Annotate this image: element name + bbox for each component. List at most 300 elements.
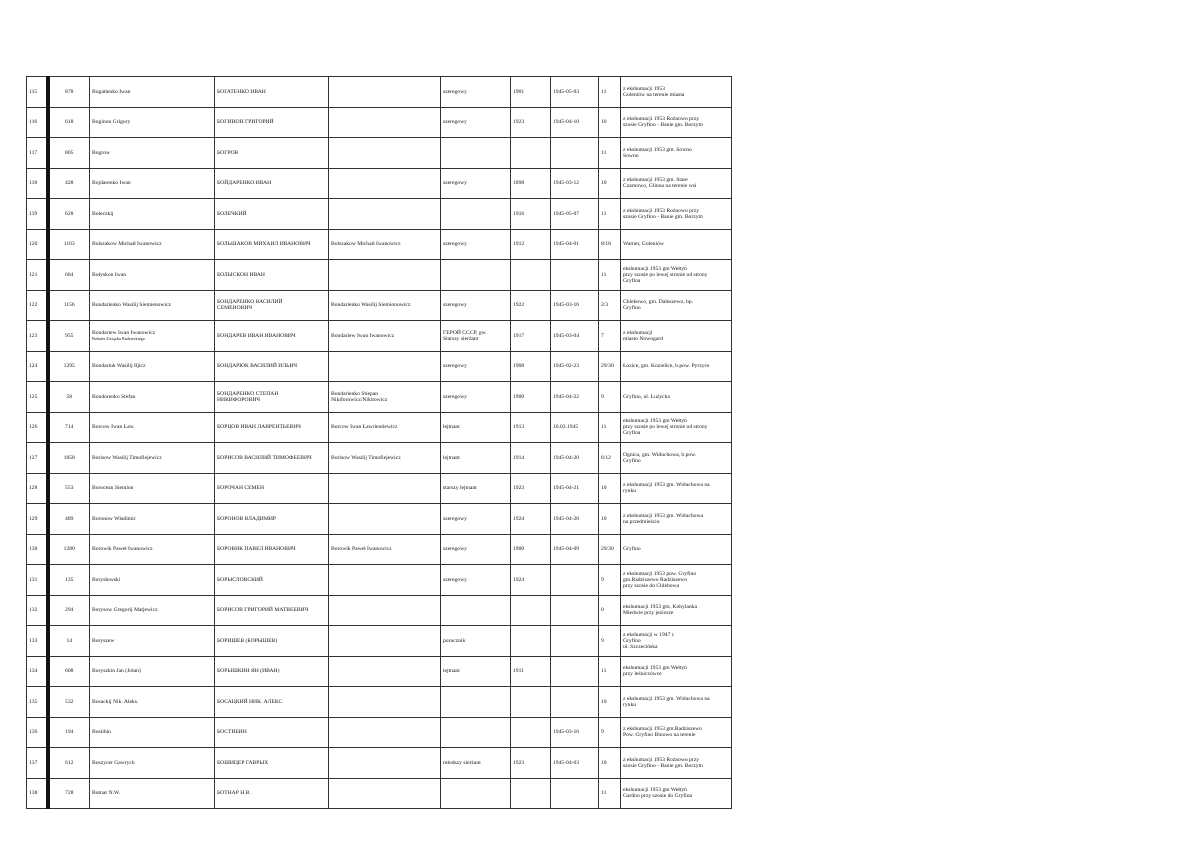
burial-place-text: Gryfino — [623, 546, 641, 553]
alternate-name-cell — [329, 229, 441, 260]
row-number-text: 120 — [29, 241, 38, 248]
latin-name-cell — [90, 77, 215, 108]
record-id-text: 532 — [65, 698, 74, 705]
cyrillic-name-cell — [215, 199, 329, 230]
record-id-text: 1058 — [63, 454, 75, 461]
row-number-text: 122 — [29, 302, 38, 309]
table-row — [27, 321, 732, 352]
grave-text: 29/30 — [601, 363, 614, 370]
rank-cell — [441, 778, 511, 809]
grave-cell — [599, 290, 621, 321]
death-date-text: 10.03.1945 — [553, 424, 579, 431]
row-number-cell — [27, 229, 48, 260]
latin-name-text: Borcow Iwan Ław. — [92, 424, 135, 431]
row-number-cell — [27, 77, 48, 108]
birth-year-cell — [511, 778, 551, 809]
grave-text: 0 — [601, 607, 604, 614]
burial-place-text: z ekshumacji 1953 gm. Widuchowa na przedmieściu — [623, 512, 703, 525]
row-number-text: 127 — [29, 454, 38, 461]
latin-name-text: Boronow Władimir — [92, 515, 136, 522]
burial-place-cell — [621, 565, 732, 596]
table-row — [27, 107, 732, 138]
rank-text: lejtnant — [443, 454, 460, 461]
burial-place-text: z ekshumacji 1953 gm.Radziszewo Pow. Gryfino Binowo na terenie — [623, 726, 702, 739]
cyrillic-name-text: БОРИШЕВ (БОРЫШЕВ) — [217, 637, 278, 644]
cyrillic-name-cell — [215, 290, 329, 321]
grave-text: 11 — [601, 424, 607, 431]
birth-year-cell — [511, 77, 551, 108]
row-number-cell — [27, 565, 48, 596]
latin-name-text: Bostibin — [92, 729, 111, 736]
grave-text: 8/18 — [601, 241, 611, 248]
latin-name-text: Borysłowski — [92, 576, 121, 583]
rank-text: szeregowy — [443, 180, 467, 187]
burial-place-text: z ekshumacji 1953 gm. Stare Czarnowo, Glinna na terenie wsi — [623, 177, 697, 190]
death-date-text: 1945-04-20 — [553, 515, 580, 522]
cyrillic-name-text: БОСТИБИН — [217, 729, 247, 736]
record-id-text: 955 — [65, 332, 74, 339]
cyrillic-name-cell — [215, 656, 329, 687]
death-date-text: 1945-04-21 — [553, 485, 580, 492]
row-number-cell — [27, 107, 48, 138]
rank-text: lejtnant — [443, 668, 460, 675]
burial-place-cell — [621, 748, 732, 779]
record-id-cell — [48, 412, 90, 443]
latin-name-text: Botnar N.W. — [92, 790, 121, 797]
grave-cell — [599, 138, 621, 169]
grave-cell — [599, 199, 621, 230]
grave-text: 6/12 — [601, 454, 611, 461]
death-date-cell — [551, 138, 599, 169]
row-number-cell — [27, 290, 48, 321]
birth-year-text: 1912 — [513, 241, 525, 248]
rank-cell — [441, 504, 511, 535]
burial-place-text: z ekshumacji 1953 gm. Sowno Sowno — [623, 146, 692, 159]
grave-cell — [599, 412, 621, 443]
record-id-cell — [48, 77, 90, 108]
rank-text: szeregowy — [443, 241, 467, 248]
row-number-text: 121 — [29, 271, 38, 278]
burial-place-text: ekshumacji 1953 gm Wełtyń przy leśniczówce — [623, 665, 687, 678]
row-number-cell — [27, 412, 48, 443]
record-id-cell — [48, 748, 90, 779]
rank-cell — [441, 168, 511, 199]
row-number-text: 119 — [29, 210, 38, 217]
alternate-name-cell — [329, 748, 441, 779]
birth-year-cell — [511, 687, 551, 718]
latin-name-cell — [90, 321, 215, 352]
rank-cell — [441, 77, 511, 108]
alternate-name-cell — [329, 595, 441, 626]
latin-name-text: Bolszakow Michaił Iwanowicz — [92, 241, 162, 248]
row-number-cell — [27, 473, 48, 504]
record-id-text: 1280 — [63, 546, 75, 553]
burial-place-cell — [621, 138, 732, 169]
birth-year-text: 1911 — [513, 668, 524, 675]
grave-cell — [599, 107, 621, 138]
grave-text: 7 — [601, 332, 604, 339]
cyrillic-name-text: БОРОВИК ПАВЕЛ ИВАНОВИЧ — [217, 546, 296, 553]
burial-place-cell — [621, 351, 732, 382]
latin-name-text: Bondariuk Wasilij Iljicz — [92, 363, 146, 370]
birth-year-cell — [511, 504, 551, 535]
cyrillic-name-cell — [215, 138, 329, 169]
record-id-text: 489 — [65, 515, 74, 522]
table-row — [27, 687, 732, 718]
row-number-cell — [27, 168, 48, 199]
death-date-cell — [551, 77, 599, 108]
grave-text: 11 — [601, 790, 607, 797]
birth-year-cell — [511, 412, 551, 443]
latin-name-cell — [90, 534, 215, 565]
latin-name-text: Bondarienko Wasilij Siemienowicz — [92, 302, 171, 309]
alternate-name-text: Borisow Wasilij Timofiejewicz — [331, 454, 401, 461]
cyrillic-name-text: БОТНАР Н.В. — [217, 790, 251, 797]
rank-cell — [441, 626, 511, 657]
alternate-name-cell — [329, 412, 441, 443]
latin-name-text: Boleczkij — [92, 210, 114, 217]
rank-cell — [441, 290, 511, 321]
row-number-cell — [27, 595, 48, 626]
birth-year-cell — [511, 748, 551, 779]
death-date-cell — [551, 260, 599, 291]
row-number-cell — [27, 534, 48, 565]
record-id-cell — [48, 382, 90, 413]
rank-cell — [441, 382, 511, 413]
alternate-name-cell — [329, 107, 441, 138]
burial-place-cell — [621, 504, 732, 535]
alternate-name-cell — [329, 199, 441, 230]
table-row — [27, 595, 732, 626]
burial-place-cell — [621, 168, 732, 199]
row-number-cell — [27, 687, 48, 718]
grave-cell — [599, 717, 621, 748]
record-id-text: 612 — [65, 759, 74, 766]
row-number-text: 131 — [29, 576, 38, 583]
record-id-cell — [48, 290, 90, 321]
table-row — [27, 290, 732, 321]
death-date-text: 1945-04-01 — [553, 241, 580, 248]
table-row — [27, 443, 732, 474]
table-row — [27, 138, 732, 169]
burial-place-cell — [621, 199, 732, 230]
rank-cell — [441, 138, 511, 169]
grave-text: 10 — [601, 698, 607, 705]
rank-text: szeregowy — [443, 363, 467, 370]
grave-text: 10 — [601, 119, 607, 126]
rank-cell — [441, 748, 511, 779]
latin-name-cell — [90, 626, 215, 657]
cyrillic-name-cell — [215, 748, 329, 779]
record-id-cell — [48, 565, 90, 596]
latin-name-text: Borysow Gregorij Matjewicz — [92, 607, 158, 614]
cyrillic-name-cell — [215, 229, 329, 260]
table-row — [27, 168, 732, 199]
burial-place-cell — [621, 107, 732, 138]
grave-text: 9 — [601, 576, 604, 583]
cyrillic-name-text: БОГИНОН ГРИГОРИЙ — [217, 119, 274, 126]
birth-year-text: 1900 — [513, 546, 525, 553]
grave-text: 11 — [601, 271, 607, 278]
death-date-cell — [551, 443, 599, 474]
cyrillic-name-text: БОНДАРЮК ВАСИЛИЙ ИЛЬИЧ — [217, 363, 297, 370]
cyrillic-name-cell — [215, 717, 329, 748]
cyrillic-name-text: БОРИСОВ ГРИГОРИЙ МАТВЕЕВИЧ — [217, 607, 309, 614]
burial-place-cell — [621, 626, 732, 657]
latin-name-text: Boryszkin Jan (Jołan) — [92, 668, 141, 675]
row-number-text: 128 — [29, 485, 38, 492]
latin-name-cell — [90, 443, 215, 474]
record-id-cell — [48, 473, 90, 504]
record-id-cell — [48, 595, 90, 626]
birth-year-cell — [511, 138, 551, 169]
alternate-name-cell — [329, 778, 441, 809]
rank-text: szeregowy — [443, 302, 467, 309]
grave-text: 10 — [601, 515, 607, 522]
alternate-name-text: Bondarienko Wasilij Siemionowicz — [331, 302, 411, 309]
grave-text: 11 — [601, 210, 607, 217]
birth-year-text: 1924 — [513, 576, 525, 583]
cyrillic-name-text: БОЛЫСКОН ИВАН — [217, 271, 265, 278]
grave-text: 10 — [601, 180, 607, 187]
alternate-name-cell — [329, 656, 441, 687]
cyrillic-name-text: БОЛЕЧКИЙ — [217, 210, 247, 217]
birth-year-text: 1914 — [513, 454, 525, 461]
row-number-text: 115 — [29, 88, 38, 95]
latin-name-cell — [90, 504, 215, 535]
burial-place-cell — [621, 412, 732, 443]
grave-text: 11 — [601, 668, 607, 675]
alternate-name-cell — [329, 168, 441, 199]
record-id-cell — [48, 199, 90, 230]
cyrillic-name-text: БОГАТЕНКО ИВАН — [217, 88, 266, 95]
burial-place-text: Chlebowo, gm. Daleszewo, bp. Gryfino — [623, 299, 694, 312]
alternate-name-text: Bondariew Iwan Iwanowicz — [331, 332, 395, 339]
rank-cell — [441, 199, 511, 230]
birth-year-cell — [511, 443, 551, 474]
grave-cell — [599, 321, 621, 352]
birth-year-text: 1901 — [513, 88, 525, 95]
rank-text: szeregowy — [443, 576, 467, 583]
burial-place-cell — [621, 778, 732, 809]
death-date-cell — [551, 717, 599, 748]
record-id-cell — [48, 351, 90, 382]
latin-name-cell — [90, 260, 215, 291]
death-date-cell — [551, 504, 599, 535]
grave-cell — [599, 565, 621, 596]
grave-text: 11 — [601, 88, 607, 95]
alternate-name-text: Borowik Paweł Iwanowicz — [331, 546, 392, 553]
cyrillic-name-cell — [215, 778, 329, 809]
record-id-cell — [48, 778, 90, 809]
death-date-cell — [551, 107, 599, 138]
latin-name-cell — [90, 687, 215, 718]
row-number-text: 129 — [29, 515, 38, 522]
alternate-name-cell — [329, 626, 441, 657]
record-id-text: 1295 — [63, 363, 75, 370]
death-date-cell — [551, 351, 599, 382]
row-number-text: 137 — [29, 759, 38, 766]
grave-text: 11 — [601, 149, 607, 156]
row-number-cell — [27, 626, 48, 657]
alternate-name-cell — [329, 565, 441, 596]
rank-cell — [441, 351, 511, 382]
row-number-text: 124 — [29, 363, 38, 370]
cyrillic-name-text: БОРОЧАН СЕМЕН — [217, 485, 264, 492]
burial-place-cell — [621, 229, 732, 260]
burial-place-text: z ekshumacji miasto Nowogard — [623, 329, 663, 342]
birth-year-cell — [511, 717, 551, 748]
cyrillic-name-text: БОЙДАРЕНКО ИВАН — [217, 180, 272, 187]
record-id-text: 58 — [66, 393, 73, 400]
grave-cell — [599, 534, 621, 565]
birth-year-text: 1900 — [513, 393, 525, 400]
birth-year-cell — [511, 382, 551, 413]
row-number-text: 133 — [29, 637, 38, 644]
record-id-text: 14 — [66, 637, 73, 644]
row-number-text: 134 — [29, 668, 38, 675]
cyrillic-name-cell — [215, 565, 329, 596]
burial-place-cell — [621, 77, 732, 108]
record-id-cell — [48, 534, 90, 565]
burial-place-text: Ognica, gm. Widuchowa, b.pow. Gryfino — [623, 451, 697, 464]
cyrillic-name-cell — [215, 260, 329, 291]
record-id-text: 684 — [65, 271, 74, 278]
death-date-cell — [551, 473, 599, 504]
rank-cell — [441, 260, 511, 291]
birth-year-text: 1916 — [513, 210, 525, 217]
row-number-cell — [27, 260, 48, 291]
rank-cell — [441, 321, 511, 352]
record-id-cell — [48, 260, 90, 291]
record-id-text: 1163 — [63, 241, 75, 248]
death-date-cell — [551, 656, 599, 687]
death-date-text: 1945-03-16 — [553, 302, 580, 309]
death-date-cell — [551, 290, 599, 321]
birth-year-text: 1898 — [513, 180, 525, 187]
grave-text: 10 — [601, 759, 607, 766]
death-date-cell — [551, 382, 599, 413]
cyrillic-name-cell — [215, 412, 329, 443]
rank-cell — [441, 229, 511, 260]
alternate-name-cell — [329, 260, 441, 291]
burial-place-cell — [621, 290, 732, 321]
birth-year-text: 1917 — [513, 332, 525, 339]
alternate-name-cell — [329, 77, 441, 108]
burial-place-text: ekshumacji 1953 gm. Kobylanka Miedwie przy jeziorze — [623, 604, 697, 617]
cyrillic-name-cell — [215, 168, 329, 199]
death-date-cell — [551, 778, 599, 809]
grave-cell — [599, 778, 621, 809]
table-row — [27, 717, 732, 748]
birth-year-cell — [511, 199, 551, 230]
latin-name-cell — [90, 595, 215, 626]
latin-name-cell — [90, 717, 215, 748]
latin-name-text: Bojdarenko Iwan — [92, 180, 131, 187]
table-row — [27, 656, 732, 687]
table-body — [27, 77, 732, 809]
latin-name-cell — [90, 229, 215, 260]
birth-year-text: 1922 — [513, 302, 525, 309]
rank-cell — [441, 595, 511, 626]
cyrillic-name-cell — [215, 321, 329, 352]
latin-name-text: Boryszew — [92, 637, 115, 644]
rank-cell — [441, 565, 511, 596]
burial-place-cell — [621, 382, 732, 413]
record-id-text: 294 — [65, 607, 74, 614]
alternate-name-text: Bolszakow Michaił Iwanowicz — [331, 241, 401, 248]
birth-year-cell — [511, 626, 551, 657]
rank-text: szeregowy — [443, 515, 467, 522]
latin-name-cell — [90, 748, 215, 779]
cyrillic-name-text: БОРИСОВ ВАСИЛИЙ ТИМОФЕЕВИЧ — [217, 454, 312, 461]
grave-cell — [599, 748, 621, 779]
row-number-cell — [27, 717, 48, 748]
death-date-cell — [551, 626, 599, 657]
cyrillic-name-text: БОШИЦЕР ГАВРЫХ — [217, 759, 269, 766]
table-row — [27, 748, 732, 779]
grave-cell — [599, 77, 621, 108]
grave-cell — [599, 595, 621, 626]
rank-cell — [441, 687, 511, 718]
record-id-cell — [48, 626, 90, 657]
rank-text: szeregowy — [443, 88, 467, 95]
burial-place-text: z ekshumacji 1953 Rożnowo przy szosie Gryfino - Banie gm. Borzym — [623, 756, 703, 769]
row-number-cell — [27, 778, 48, 809]
record-id-text: 428 — [65, 180, 74, 187]
row-number-cell — [27, 199, 48, 230]
burial-place-cell — [621, 595, 732, 626]
table-row — [27, 351, 732, 382]
alternate-name-cell — [329, 351, 441, 382]
record-id-cell — [48, 656, 90, 687]
death-date-cell — [551, 168, 599, 199]
death-date-text: 1945-03-12 — [553, 180, 580, 187]
row-number-text: 136 — [29, 729, 38, 736]
burial-place-text: Łozice, gm. Kozielice, b.pow. Pyrzyce — [623, 363, 710, 370]
grave-cell — [599, 443, 621, 474]
record-id-cell — [48, 168, 90, 199]
record-id-text: 135 — [65, 576, 74, 583]
birth-year-cell — [511, 534, 551, 565]
record-id-text: 805 — [65, 149, 74, 156]
latin-name-text: Bondariew Iwan Iwanowicz — [92, 330, 156, 337]
death-date-cell — [551, 412, 599, 443]
cyrillic-name-text: БОГРОВ — [217, 149, 239, 156]
burial-place-text: ekshumacji 1953 gm Wełtyń Gardno przy szosie do Gryfina — [623, 787, 692, 800]
record-id-text: 878 — [65, 88, 74, 95]
birth-year-text: 1923 — [513, 485, 525, 492]
alternate-name-cell — [329, 382, 441, 413]
row-number-text: 117 — [29, 149, 38, 156]
record-id-text: 1156 — [63, 302, 75, 309]
rank-cell — [441, 717, 511, 748]
latin-name-cell — [90, 565, 215, 596]
table-row — [27, 260, 732, 291]
grave-cell — [599, 656, 621, 687]
latin-name-cell — [90, 351, 215, 382]
latin-name-cell — [90, 382, 215, 413]
latin-name-text: Boszycer Gawrych — [92, 759, 135, 766]
table-row — [27, 504, 732, 535]
latin-name-text: Boginon Grigory — [92, 119, 131, 126]
latin-name-cell — [90, 656, 215, 687]
row-number-text: 132 — [29, 607, 38, 614]
record-id-cell — [48, 717, 90, 748]
table-row — [27, 778, 732, 809]
alternate-name-cell — [329, 473, 441, 504]
grave-text: 9 — [601, 637, 604, 644]
